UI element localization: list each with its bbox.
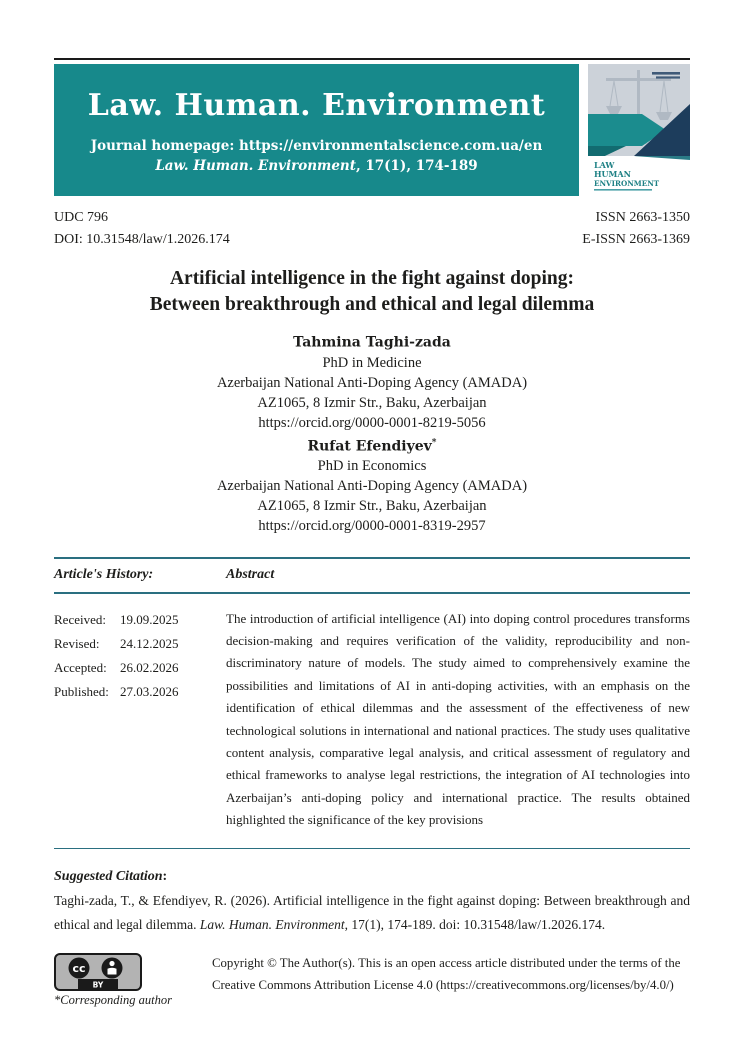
meta-left bbox=[54, 207, 230, 251]
article-meta bbox=[54, 207, 690, 251]
author-1-name: Tahmina Taghi-zada bbox=[293, 334, 451, 351]
corresponding-author-note: *Corresponding author bbox=[54, 993, 172, 1008]
journal-issue-line bbox=[155, 156, 477, 176]
footer bbox=[54, 953, 690, 1008]
footer-left bbox=[54, 953, 206, 1008]
article-title-line2: Between breakthrough and ethical and legal dilemma bbox=[149, 294, 595, 315]
journal-title: Law. Human. Environment bbox=[87, 87, 546, 123]
abstract-text: The introduction of artificial intelligence (AI) into doping control procedures transforms decision-making and requires verification of the validity, reproducibility and non-discriminatory nature of models. The study aimed to comprehensively examine the possibilities and limitations of AI in anti-doping activities, with an emphasis on the identification of ethical dilemmas and the assessment of the effectiveness of new technological solutions in international and national practices. The study uses qualitative content analysis, comparative legal analysis, and critical assessment of regulatory and ethical frameworks to analyse legal restrictions, the integration of AI technologies into Azerbaijan’s anti-doping policy and international practice. The results obtained highlighted the significance of the key provisions bbox=[226, 610, 690, 828]
suggested-citation-text bbox=[54, 889, 690, 936]
cover-subtitle-line bbox=[594, 189, 652, 191]
received-date: 19.09.2025 bbox=[120, 611, 179, 627]
accepted-date: 26.02.2026 bbox=[120, 659, 179, 675]
author-2-address: AZ1065, 8 Izmir Str., Baku, Azerbaijan bbox=[257, 498, 487, 515]
history-abstract-header bbox=[54, 559, 690, 592]
author-2-degree: PhD in Economics bbox=[317, 458, 427, 475]
history-row-published: Published: 27.03.2026 bbox=[54, 680, 226, 704]
authors-block bbox=[54, 329, 690, 536]
suggested-citation-heading: Suggested Citation: bbox=[54, 869, 168, 885]
revised-date: 24.12.2025 bbox=[120, 635, 179, 651]
citation-journal-name: Law. Human. Environment bbox=[199, 916, 345, 932]
svg-text:cc: cc bbox=[72, 962, 86, 976]
citation-text-end: , 17(1), 174-189. doi: 10.31548/law/1.2026.174. bbox=[344, 916, 606, 932]
article-title-line1: Artificial intelligence in the fight against doping: bbox=[169, 268, 575, 289]
cc-by-license-badge[interactable] bbox=[54, 953, 142, 991]
meta-right bbox=[582, 207, 690, 251]
author-1-affiliation: Azerbaijan National Anti-Doping Agency (AMADA) bbox=[216, 374, 528, 391]
by-label: BY bbox=[92, 980, 104, 990]
journal-issue-numbers: , 17(1), 174-189 bbox=[355, 157, 478, 174]
history-heading: Article's History: bbox=[54, 566, 154, 582]
article-title bbox=[54, 266, 690, 318]
issn-number: ISSN 2663-1350 bbox=[595, 210, 690, 225]
suggested-citation-section bbox=[54, 866, 690, 936]
author-2-affiliation: Azerbaijan National Anti-Doping Agency (AMADA) bbox=[216, 478, 528, 495]
history-row-revised: Revised: 24.12.2025 bbox=[54, 632, 226, 656]
author-1-orcid-link[interactable]: https://orcid.org/0000-0001-8219-5056 bbox=[258, 414, 486, 431]
author-2-name: Rufat Efendiyev* bbox=[307, 437, 437, 455]
history-abstract-body bbox=[54, 594, 690, 848]
published-date: 27.03.2026 bbox=[120, 683, 179, 699]
history-bottom-rule bbox=[54, 848, 690, 850]
cc-icon bbox=[69, 958, 90, 979]
history-row-accepted: Accepted: 26.02.2026 bbox=[54, 656, 226, 680]
cover-title-human: HUMAN bbox=[594, 169, 631, 179]
cover-title-environment: ENVIRONMENT bbox=[594, 179, 660, 188]
history-abstract-section bbox=[54, 557, 690, 849]
copyright-text: Copyright © The Author(s). This is an open access article distributed under the terms of the Creative Commons Attribution License 4.0 (https://creativecommons.org/licenses/by/4.0/) bbox=[212, 956, 681, 992]
author-2-orcid-link[interactable]: https://orcid.org/0000-0001-8319-2957 bbox=[258, 518, 486, 535]
history-row-received: Received: 19.09.2025 bbox=[54, 608, 226, 632]
author-2-asterisk: * bbox=[431, 437, 437, 448]
doi-number[interactable]: DOI: 10.31548/law/1.2026.174 bbox=[54, 232, 230, 247]
top-divider bbox=[54, 58, 690, 60]
eissn-number: E-ISSN 2663-1369 bbox=[582, 232, 690, 247]
history-table bbox=[54, 608, 226, 832]
author-1-degree: PhD in Medicine bbox=[322, 354, 422, 371]
person-icon bbox=[102, 958, 123, 979]
cover-title-law: LAW bbox=[594, 160, 615, 170]
journal-issue-name: Law. Human. Environment bbox=[155, 157, 356, 174]
udc-number: UDC 796 bbox=[54, 210, 109, 225]
author-1-address: AZ1065, 8 Izmir Str., Baku, Azerbaijan bbox=[257, 394, 487, 411]
journal-cover-thumbnail bbox=[586, 64, 690, 196]
citation-text-start: Taghi-zada, T., & Efendiyev, R. (2026). Artificial intelligence in the fight against doping: Between breakthrough and ethical and legal dilemma. bbox=[54, 893, 690, 932]
journal-banner bbox=[54, 64, 579, 196]
abstract-heading: Abstract bbox=[226, 566, 275, 582]
journal-header bbox=[54, 64, 690, 196]
journal-homepage-link[interactable]: Journal homepage: https://environmentalscience.com.ua/en bbox=[90, 137, 543, 154]
